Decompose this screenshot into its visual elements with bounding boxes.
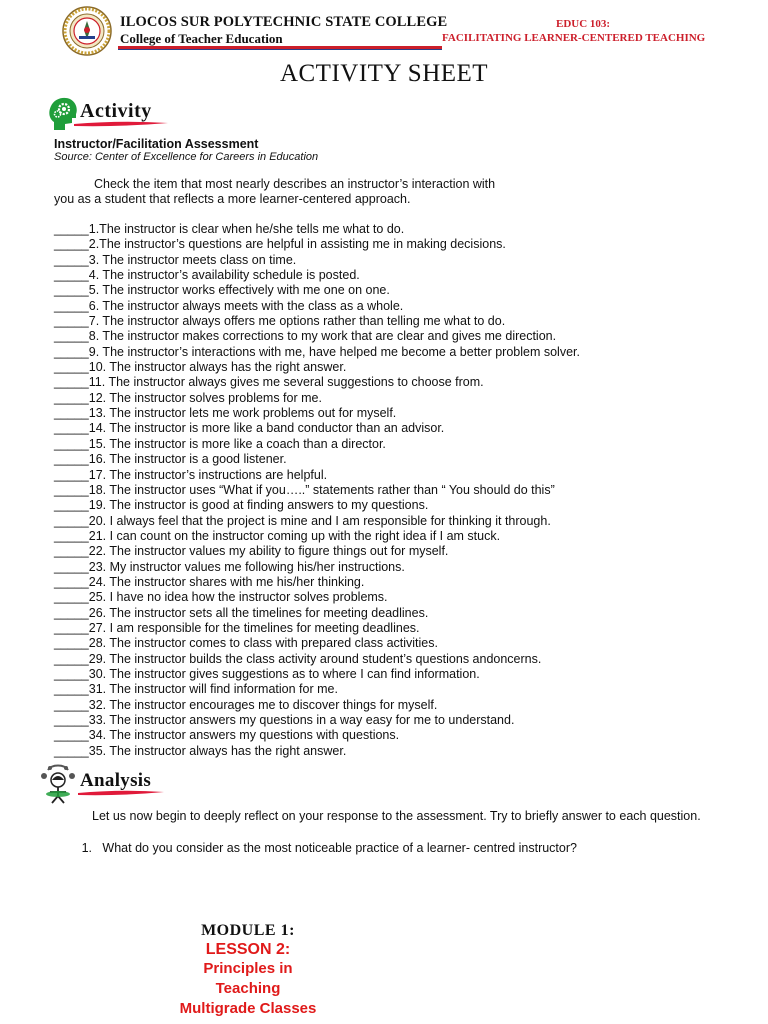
activity-underline-swoosh [74, 121, 168, 127]
assessment-item: _____28. The instructor comes to class with prepared class activities. [54, 636, 438, 651]
college-seal-logo [62, 6, 112, 56]
lesson-title-line-1: Principles in [203, 960, 293, 977]
instruction-line-1: Check the item that most nearly describes an instructor’s interaction with [94, 177, 496, 191]
assessment-item: _____7. The instructor always offers me options rather than telling me what to do. [54, 314, 506, 329]
assessment-item: _____6. The instructor always meets with the class as a whole. [54, 298, 404, 313]
assessment-item: _____16. The instructor is a good listener. [54, 452, 287, 467]
assessment-item: _____31. The instructor will find information for me. [54, 682, 338, 697]
assessment-item: _____5. The instructor works effectively with me one on one. [54, 283, 390, 298]
thinking-person-icon [36, 764, 82, 804]
assessment-item: _____20. I always feel that the project is mine and I am responsible for thinking it through. [54, 513, 551, 528]
assessment-item: _____11. The instructor always gives me several suggestions to choose from. [54, 375, 484, 390]
assessment-item: _____4. The instructor’s availability schedule is posted. [54, 268, 360, 283]
assessment-item: _____17. The instructor’s instructions are helpful. [54, 467, 328, 482]
header-divider [118, 46, 442, 50]
assessment-item: _____26. The instructor sets all the timelines for meeting deadlines. [54, 605, 429, 620]
assessment-item: _____3. The instructor meets class on time. [54, 252, 297, 267]
source-citation: Source: Center of Excellence for Careers in Education [54, 151, 319, 163]
assessment-item: _____2.The instructor’s questions are helpful in assisting me in making decisions. [54, 237, 506, 252]
lesson-heading: LESSON 2: [205, 941, 291, 958]
college-unit: College of Teacher Education [120, 31, 283, 46]
analysis-paragraph: Let us now begin to deeply reflect on your response to the assessment. Try to briefly answer to each question. [92, 809, 701, 823]
course-title: FACILITATING LEARNER-CENTERED TEACHING [442, 32, 706, 44]
assessment-item: _____1.The instructor is clear when he/she tells me what to do. [54, 222, 405, 236]
assessment-item: _____8. The instructor makes corrections to my work that are clear and gives me direction. [54, 329, 557, 344]
instruction-line-2: you as a student that reflects a more learner-centered approach. [54, 192, 411, 206]
assessment-item: _____14. The instructor is more like a band conductor than an advisor. [54, 421, 445, 436]
module-heading: MODULE 1: [201, 922, 295, 939]
analysis-badge-label: Analysis [80, 770, 152, 791]
assessment-item: _____22. The instructor values my ability to figure things out for myself. [54, 544, 449, 559]
assessment-item: _____15. The instructor is more like a coach than a director. [54, 436, 386, 451]
assessment-item: _____34. The instructor answers my questions with questions. [54, 728, 400, 743]
assessment-item: _____25. I have no idea how the instructor solves problems. [54, 590, 388, 605]
section-heading: Instructor/Facilitation Assessment [54, 137, 259, 151]
assessment-item: _____30. The instructor gives suggestions as to where I can find information. [54, 666, 480, 681]
assessment-item: _____33. The instructor answers my questions in a way easy for me to understand. [54, 713, 515, 727]
assessment-item: _____32. The instructor encourages me to discover things for myself. [54, 697, 438, 712]
assessment-item: _____12. The instructor solves problems for me. [54, 390, 322, 405]
course-code: EDUC 103: [556, 18, 611, 30]
assessment-item: _____23. My instructor values me following his/her instructions. [54, 559, 405, 574]
analysis-underline-swoosh [78, 790, 164, 796]
module-block [160, 922, 336, 1019]
lesson-title-line-2: Teaching [215, 980, 281, 997]
assessment-item: _____24. The instructor shares with me his/her thinking. [54, 574, 365, 589]
assessment-item: _____29. The instructor builds the class activity around student’s questions andoncerns. [54, 651, 542, 666]
assessment-item: _____35. The instructor always has the right answer. [54, 743, 347, 758]
analysis-question [46, 841, 577, 855]
assessment-item: _____18. The instructor uses “What if you…..” statements rather than “ You should do this” [54, 482, 555, 497]
assessment-item: _____10. The instructor always has the right answer. [54, 360, 347, 375]
assessment-item: _____27. I am responsible for the timelines for meeting deadlines. [54, 620, 420, 635]
assessment-item-list [54, 222, 580, 759]
assessment-item: _____9. The instructor’s interactions with me, have helped me become a better problem solver. [54, 344, 580, 359]
question-number: 1. [81, 841, 92, 855]
activity-badge-label: Activity [80, 100, 152, 122]
assessment-item: _____21. I can count on the instructor coming up with the right idea if I am stuck. [54, 528, 501, 543]
assessment-item: _____13. The instructor lets me work problems out for myself. [54, 406, 397, 421]
page-title: ACTIVITY SHEET [279, 60, 489, 87]
question-text: What do you consider as the most noticeable practice of a learner- centred instructor? [102, 841, 577, 855]
college-name: ILOCOS SUR POLYTECHNIC STATE COLLEGE [120, 14, 448, 30]
lesson-title-line-3: Multigrade Classes [179, 1000, 317, 1017]
assessment-item: _____19. The instructor is good at finding answers to my questions. [54, 498, 429, 513]
